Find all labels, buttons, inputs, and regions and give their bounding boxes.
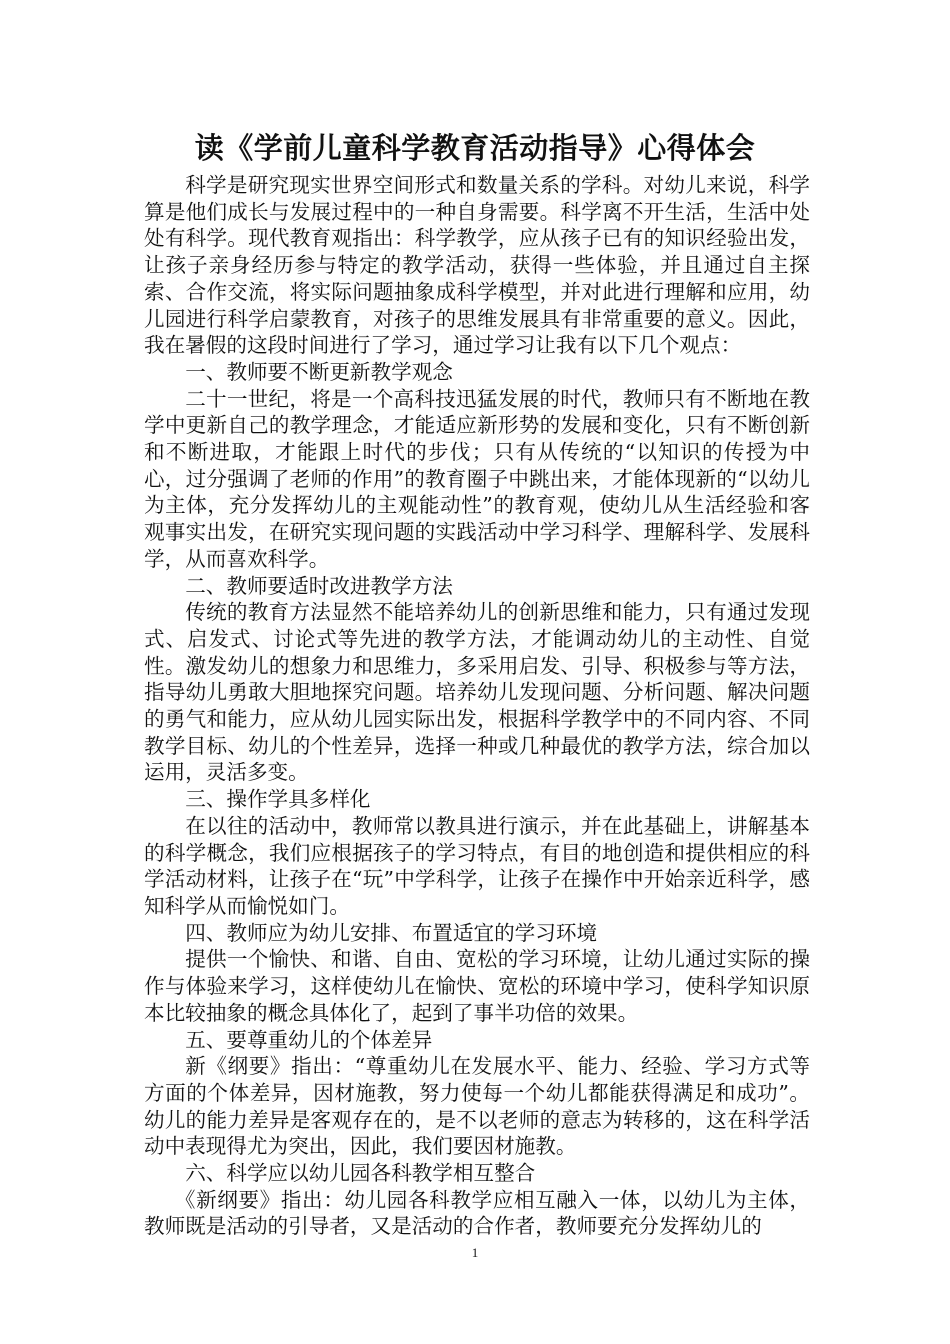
section-heading-1: 一、教师要不断更新教学观念 xyxy=(185,359,453,384)
paragraph-section-5: 新《纲要》指出：“尊重幼儿在发展水平、能力、经验、学习方式等方面的个体差异，因材施教，努力使每一个幼儿都能获得满足和成功”。幼儿的能力差异是客观存在的，是不以老师的意志为转移的，这在科学活动中表现得尤为突出，因此，我们要因材施教。 xyxy=(144,1054,810,1159)
paragraph-section-2: 传统的教育方法显然不能培养幼儿的创新思维和能力，只有通过发现式、启发式、讨论式等先进的教学方法，才能调动幼儿的主动性、自觉性。激发幼儿的想象力和思维力，多采用启发、引导、积极参与等方法，指导幼儿勇敢大胆地探究问题。培养幼儿发现问题、分析问题、解决问题的勇气和能力，应从幼儿园实际出发，根据科学教学中的不同内容、不同教学目标、幼儿的个性差异，选择一种或几种最优的教学方法，综合加以运用，灵活多变。 xyxy=(144,600,810,785)
paragraph-intro: 科学是研究现实世界空间形式和数量关系的学科。对幼儿来说，科学算是他们成长与发展过程中的一种自身需要。科学离不开生活，生活中处处有科学。现代教育观指出：科学教学，应从孩子已有的知识经验出发，让孩子亲身经历参与特定的教学活动，获得一些体验，并且通过自主探索、合作交流，将实际问题抽象成科学模型，并对此进行理解和应用，幼儿园进行科学启蒙教育，对孩子的思维发展具有非常重要的意义。因此，我在暑假的这段时间进行了学习，通过学习让我有以下几个观点： xyxy=(144,173,810,358)
paragraph-section-1: 二十一世纪，将是一个高科技迅猛发展的时代，教师只有不断地在教学中更新自己的教学理念，才能适应新形势的发展和变化，只有不断创新和不断进取，才能跟上时代的步伐；只有从传统的“以知识的传授为中心，过分强调了老师的作用”的教育圈子中跳出来，才能体现新的“以幼儿为主体，充分发挥幼儿的主观能动性”的教育观，使幼儿从生活经验和客观事实出发，在研究实现问题的实践活动中学习科学、理解科学、发展科学，从而喜欢科学。 xyxy=(144,386,810,571)
page-number: 1 xyxy=(471,1245,479,1260)
paragraph-section-3: 在以往的活动中，教师常以教具进行演示，并在此基础上，讲解基本的科学概念，我们应根据孩子的学习特点，有目的地创造和提供相应的科学活动材料，让孩子在“玩”中学科学，让孩子在操作中开始亲近科学，感知科学从而愉悦如门。 xyxy=(144,813,810,918)
section-heading-2: 二、教师要适时改进教学方法 xyxy=(185,573,453,598)
section-heading-3: 三、操作学具多样化 xyxy=(185,787,371,812)
paragraph-section-6: 《新纲要》指出：幼儿园各科教学应相互融入一体，以幼儿为主体，教师既是活动的引导者，又是活动的合作者，教师要充分发挥幼儿的 xyxy=(144,1187,810,1239)
section-heading-4: 四、教师应为幼儿安排、布置适宜的学习环境 xyxy=(185,920,598,945)
document-title: 读《学前儿童科学教育活动指导》心得体会 xyxy=(194,131,756,165)
paragraph-section-4: 提供一个愉快、和谐、自由、宽松的学习环境，让幼儿通过实际的操作与体验来学习，这样使幼儿在愉快、宽松的环境中学习，使科学知识原本比较抽象的概念具体化了，起到了事半功倍的效果。 xyxy=(144,947,810,1025)
section-heading-6: 六、科学应以幼儿园各科教学相互整合 xyxy=(185,1161,536,1186)
section-heading-5: 五、要尊重幼儿的个体差异 xyxy=(185,1027,433,1052)
document-body xyxy=(144,172,810,1240)
